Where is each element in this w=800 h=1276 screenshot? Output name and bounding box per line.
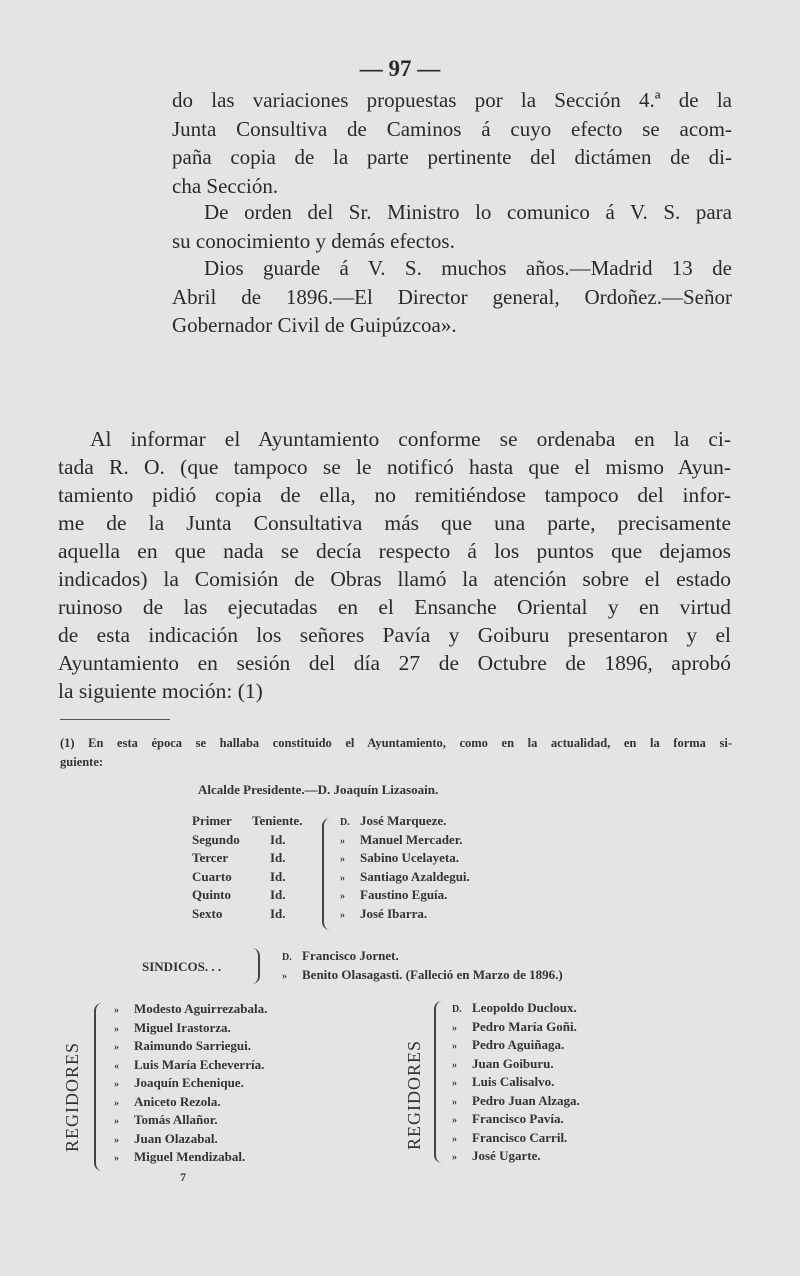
name-text: Luis Calisalvo. [472, 1074, 555, 1089]
footnote [60, 734, 732, 772]
teniente-name [340, 813, 510, 832]
tenientes-brace [322, 818, 332, 930]
mark: » [452, 1096, 457, 1108]
text-line: Junta Consultiva de Caminos á cuyo efecto se acom- [172, 116, 732, 141]
regidor-name [452, 1130, 652, 1149]
teniente-rank [192, 869, 322, 888]
name-text: José Ibarra. [360, 905, 428, 921]
name-text: Joaquín Echenique. [134, 1075, 244, 1090]
mark: » [114, 1116, 119, 1127]
tenientes-names [340, 813, 510, 924]
regidor-name [452, 1037, 652, 1056]
mark: D. [452, 1004, 462, 1015]
name-text: Benito Olasagasti. (Falleció en Marzo de 1896.) [302, 966, 563, 982]
signature-mark: 7 [180, 1170, 186, 1184]
name-text: Juan Goiburu. [472, 1055, 554, 1071]
mark: D. [282, 952, 292, 963]
name-text: Luis María Echeverría. [134, 1056, 265, 1072]
regidores-right [452, 1000, 652, 1167]
name-text: Miguel Irastorza. [134, 1019, 231, 1035]
mark: » [114, 1097, 119, 1109]
name-text: Faustino Eguía. [360, 887, 448, 902]
rank-text: Quinto [192, 887, 232, 902]
rank-text: Sexto [192, 905, 223, 921]
name-text: José Ugarte. [472, 1148, 541, 1163]
text-line: do las variaciones propuestas por la Sección 4.ª de la [172, 88, 732, 112]
regidor-name [114, 1075, 314, 1094]
regidores-label-left: REGIDORES [62, 1041, 82, 1152]
title-text: Id. [270, 850, 286, 865]
title-text: Teniente. [252, 813, 303, 828]
text-line: aquella en que nada se decía respecto á los puntos que dejamos [58, 539, 731, 563]
title-text: Id. [270, 868, 286, 884]
text-line: tada R. O. (que tampoco se le notificó hasta que el mismo Ayun- [58, 455, 731, 479]
name-text: Francisco Carril. [472, 1129, 568, 1145]
regidor-name [114, 1001, 314, 1020]
mark: » [114, 1005, 119, 1016]
name-text: Pedro María Goñi. [472, 1018, 577, 1034]
sindicos-brace [250, 948, 260, 984]
name-text: Aniceto Rezola. [134, 1093, 221, 1109]
regidor-name [452, 1000, 652, 1019]
regidor-name [114, 1020, 314, 1039]
footnote-divider [60, 719, 170, 720]
paragraph-main [58, 425, 731, 705]
paragraph-order [172, 198, 732, 255]
mark: » [452, 1022, 457, 1034]
mark: » [452, 1152, 457, 1163]
mark: » [114, 1079, 119, 1090]
regidor-name [114, 1094, 314, 1113]
mark: » [114, 1153, 119, 1164]
name-text: Leopoldo Ducloux. [472, 1000, 577, 1015]
name-text: Tomás Allañor. [134, 1112, 218, 1127]
mark: » [114, 1023, 119, 1035]
regidores-label-right: REGIDORES [404, 1039, 424, 1150]
regidor-name [452, 1056, 652, 1075]
teniente-rank [192, 813, 322, 832]
regidor-name [452, 1148, 652, 1167]
teniente-name [340, 887, 510, 906]
mark: « [114, 1060, 119, 1072]
teniente-name [340, 869, 510, 888]
name-text: Sabino Ucelayeta. [360, 850, 459, 865]
rank-text: Segundo [192, 831, 240, 847]
alcalde-line: Alcalde Presidente.—D. Joaquín Lizasoain. [198, 782, 439, 797]
mark: » [282, 970, 287, 982]
regidores-brace-right [434, 1001, 444, 1163]
mark: D. [340, 817, 350, 828]
rank-text: Tercer [192, 850, 229, 865]
title-text: Id. [270, 831, 286, 847]
mark: » [452, 1078, 457, 1089]
rank-text: Primer [192, 813, 232, 828]
mark: » [452, 1059, 457, 1071]
sindicos-label: SINDICOS. . . [142, 959, 222, 974]
regidores-brace-left [94, 1003, 104, 1171]
text-line: tamiento pidió copia de ella, no remitiéndose tampoco del infor- [58, 483, 731, 507]
regidor-name [114, 1038, 314, 1057]
rank-text: Cuarto [192, 868, 232, 884]
teniente-rank [192, 887, 322, 906]
name-text: Francisco Pavía. [472, 1111, 564, 1126]
teniente-rank [192, 850, 322, 869]
regidor-name [452, 1074, 652, 1093]
page-number: — 97 — [359, 56, 441, 81]
paragraph-closing [172, 254, 732, 340]
name-text: José Marqueze. [360, 813, 447, 828]
text-line: Al informar el Ayuntamiento conforme se ordenaba en la ci- [90, 427, 731, 451]
text-line: Gobernador Civil de Guipúzcoa». [172, 313, 457, 337]
text-line: la siguiente moción: (1) [58, 679, 263, 703]
teniente-name [340, 850, 510, 869]
teniente-name [340, 832, 510, 851]
name-text: Raimundo Sarriegui. [134, 1038, 252, 1053]
text-line: Dios guarde á V. S. muchos años.—Madrid 13 de [204, 256, 732, 280]
mark: » [452, 1133, 457, 1145]
sindico-name [282, 967, 642, 986]
mark: » [114, 1042, 119, 1053]
text-line: indicados) la Comisión de Obras llamó la atención sobre el estado [58, 567, 731, 591]
mark: » [452, 1115, 457, 1126]
teniente-rank [192, 906, 322, 925]
text-line: ruinoso de las ejecutadas en el Ensanche Oriental y en virtud [58, 595, 731, 619]
mark: » [340, 909, 345, 921]
name-text: Manuel Mercader. [360, 831, 463, 847]
name-text: Pedro Aguiñaga. [472, 1037, 565, 1052]
sindico-name [282, 948, 642, 967]
title-text: Id. [270, 887, 286, 902]
regidor-name [452, 1019, 652, 1038]
text-line: Ayuntamiento en sesión del día 27 de Octubre de 1896, aprobó [58, 651, 731, 675]
mark: » [340, 854, 345, 865]
regidores-left [114, 1001, 314, 1168]
sindicos-names [282, 948, 642, 985]
name-text: Pedro Juan Alzaga. [472, 1092, 580, 1108]
regidor-name [114, 1131, 314, 1150]
teniente-name [340, 906, 510, 925]
footnote-line: (1) En esta época se hallaba constituido el Ayuntamiento, como en la actualidad, en la forma si- [60, 736, 732, 750]
paragraph-continuation [172, 86, 732, 200]
regidor-name [452, 1111, 652, 1130]
regidor-name [114, 1149, 314, 1168]
mark: » [340, 891, 345, 902]
tenientes-ranks [192, 813, 322, 924]
name-text: Francisco Jornet. [302, 948, 399, 963]
mark: » [114, 1134, 119, 1146]
text-line: de esta indicación los señores Pavía y Goiburu presentaron y el [58, 623, 731, 647]
mark: » [340, 872, 345, 884]
text-line: paña copia de la parte pertinente del dictámen de di- [172, 145, 732, 169]
text-line: De orden del Sr. Ministro lo comunico á V. S. para [204, 200, 732, 224]
name-text: Miguel Mendizabal. [134, 1149, 246, 1164]
mark: » [340, 835, 345, 847]
text-line: Abril de 1896.—El Director general, Ordoñez.—Señor [172, 284, 732, 309]
text-line: su conocimiento y demás efectos. [172, 228, 455, 253]
text-line: cha Sección. [172, 173, 279, 198]
text-line: me de la Junta Consultativa más que una parte, precisamente [58, 511, 731, 535]
regidor-name [452, 1093, 652, 1112]
title-text: Id. [270, 905, 286, 921]
name-text: Modesto Aguirrezabala. [134, 1001, 268, 1016]
teniente-rank [192, 832, 322, 851]
regidor-name [114, 1112, 314, 1131]
footnote-line: guiente: [60, 755, 104, 769]
mark: » [452, 1041, 457, 1052]
regidor-name [114, 1057, 314, 1076]
name-text: Santiago Azaldegui. [360, 868, 470, 884]
name-text: Juan Olazabal. [134, 1130, 218, 1146]
